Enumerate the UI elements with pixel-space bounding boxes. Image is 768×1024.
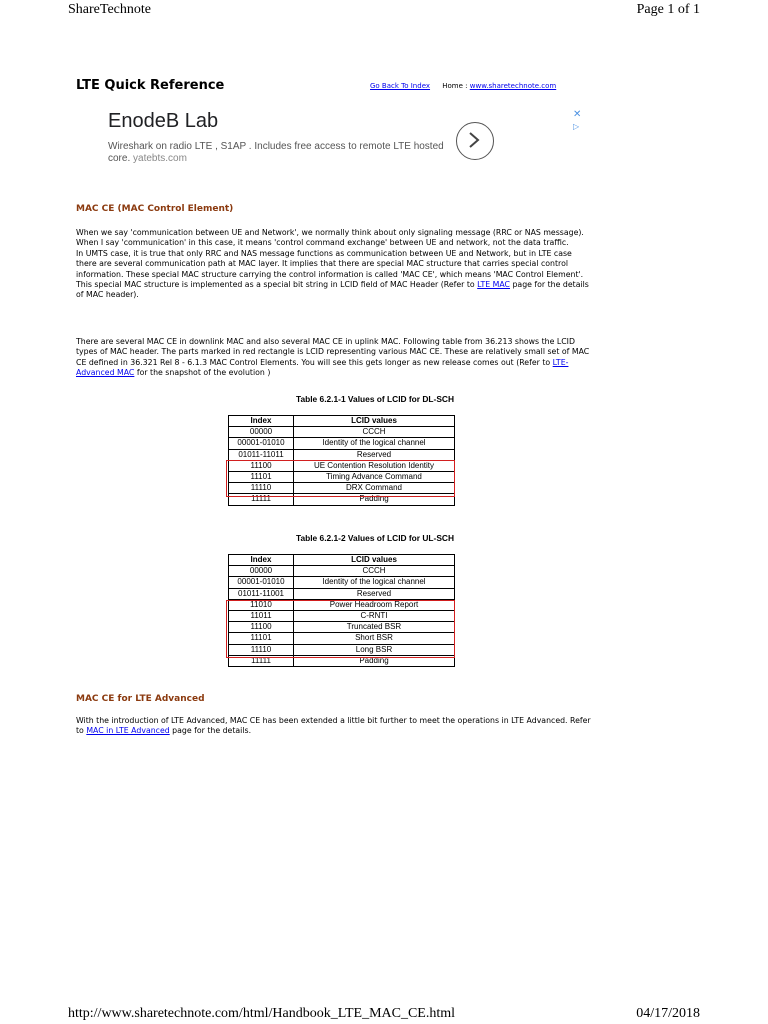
table-row xyxy=(229,438,455,449)
table-cell-index: 11101 xyxy=(229,633,294,644)
table-header-cell: Index xyxy=(229,555,294,566)
paragraph-intro: When we say 'communication between UE and Network', we normally think about only signaling message (RRC or NAS message). When I say 'communication' in this case, it means 'control command exchange' between UE and network, not the data traffic. In UMTS case, it is true that only RRC and NAS message functions as communication between UE and Network, but in LTE case there are several communication path at MAC layer. It implies that there are special MAC structure that carries special control information. These special MAC structure carrying the control information is called 'MAC CE', which means 'MAC Control Element'. This special MAC structure is implemented as a special bit string in LCID field of MAC Header (Refer to LTE MAC page for the details of MAC header). xyxy=(76,228,589,300)
table-header-cell: Index xyxy=(229,416,294,427)
table-cell-value: Power Headroom Report xyxy=(294,599,455,610)
table-cell-index: 00000 xyxy=(229,566,294,577)
table-header-row xyxy=(229,416,455,427)
table-cell-value: DRX Command xyxy=(294,483,455,494)
table-cell-value: UE Contention Resolution Identity xyxy=(294,460,455,471)
play-triangle-icon[interactable]: ▷ xyxy=(573,122,580,131)
home-label: Home : xyxy=(442,82,468,90)
chevron-right-icon[interactable] xyxy=(456,122,494,160)
table-cell-value: CCCH xyxy=(294,566,455,577)
table-cell-value: Short BSR xyxy=(294,633,455,644)
red-highlight-box-ul xyxy=(226,600,455,658)
table-cell-index: 01011-11001 xyxy=(229,588,294,599)
home-link[interactable]: www.sharetechnote.com xyxy=(469,82,557,90)
table-cell-index: 11111 xyxy=(229,494,294,505)
table-dl-caption: Table 6.2.1-1 Values of LCID for DL-SCH xyxy=(295,394,455,404)
table-row xyxy=(229,588,455,599)
ad-title[interactable]: EnodeB Lab xyxy=(108,110,219,132)
table-cell-value: C-RNTI xyxy=(294,610,455,621)
section-heading-lte-advanced: MAC CE for LTE Advanced xyxy=(76,694,205,704)
print-header-page-number: Page 1 of 1 xyxy=(636,2,700,17)
table-cell-index: 00000 xyxy=(229,427,294,438)
close-icon[interactable]: ✕ xyxy=(573,109,582,120)
table-cell-value: Reserved xyxy=(294,449,455,460)
table-header-cell: LCID values xyxy=(294,416,455,427)
mac-in-lte-advanced-link[interactable]: MAC in LTE Advanced xyxy=(86,726,170,736)
table-cell-index: 11101 xyxy=(229,471,294,482)
table-row xyxy=(229,449,455,460)
table-cell-value: CCCH xyxy=(294,427,455,438)
top-links xyxy=(370,82,556,90)
lte-mac-link[interactable]: LTE MAC xyxy=(477,280,510,290)
table-cell-value: Padding xyxy=(294,494,455,505)
print-header-site: ShareTechnote xyxy=(68,2,151,17)
table-cell-index: 01011-11011 xyxy=(229,449,294,460)
table-cell-index: 11010 xyxy=(229,599,294,610)
ad-banner[interactable] xyxy=(108,110,588,170)
table-cell-value: Timing Advance Command xyxy=(294,471,455,482)
table-ul-caption: Table 6.2.1-2 Values of LCID for UL-SCH xyxy=(295,533,455,543)
ad-description: Wireshark on radio LTE , S1AP . Includes free access to remote LTE hosted core. yatebts.com xyxy=(108,141,444,164)
table-cell-value: Long BSR xyxy=(294,644,455,655)
table-cell-value: Padding xyxy=(294,655,455,666)
paragraph-lte-advanced: With the introduction of LTE Advanced, MAC CE has been extended a little bit further to meet the operations in LTE Advanced. Refer to MAC in LTE Advanced page for the details. xyxy=(76,716,591,736)
section-heading-mac-ce: MAC CE (MAC Control Element) xyxy=(76,204,234,214)
table-row xyxy=(229,427,455,438)
page-title: LTE Quick Reference xyxy=(76,78,225,93)
table-cell-index: 11110 xyxy=(229,483,294,494)
table-row xyxy=(229,566,455,577)
table-cell-value: Reserved xyxy=(294,588,455,599)
print-footer-url: http://www.sharetechnote.com/html/Handbook_LTE_MAC_CE.html xyxy=(68,1006,456,1021)
back-to-index-link[interactable]: Go Back To Index xyxy=(370,82,431,90)
ad-domain: yatebts.com xyxy=(133,153,187,164)
table-cell-index: 11111 xyxy=(229,655,294,666)
table-row xyxy=(229,577,455,588)
table-cell-index: 00001-01010 xyxy=(229,577,294,588)
table-cell-index: 11011 xyxy=(229,610,294,621)
red-highlight-box-dl xyxy=(226,460,455,497)
table-cell-value: Identity of the logical channel xyxy=(294,438,455,449)
table-cell-index: 11100 xyxy=(229,622,294,633)
lte-advanced-mac-link[interactable]: LTE-Advanced MAC xyxy=(76,357,569,378)
table-cell-index: 00001-01010 xyxy=(229,438,294,449)
paragraph-lcid: There are several MAC CE in downlink MAC and also several MAC CE in uplink MAC. Following table from 36.213 shows the LCID types of MAC header. The parts marked in red rectangle is LCID representing various MAC CE. These are relatively small set of MAC CE defined in 36.321 Rel 8 - 6.1.3 MAC Control Elements. You will see this gets longer as new release comes out (Refer to LTE-Advanced MAC for the snapshot of the evolution ) xyxy=(76,337,590,378)
table-header-row xyxy=(229,555,455,566)
table-cell-index: 11100 xyxy=(229,460,294,471)
table-cell-index: 11110 xyxy=(229,644,294,655)
table-cell-value: Identity of the logical channel xyxy=(294,577,455,588)
print-footer-date: 04/17/2018 xyxy=(636,1006,700,1021)
table-header-cell: LCID values xyxy=(294,555,455,566)
table-cell-value: Truncated BSR xyxy=(294,622,455,633)
